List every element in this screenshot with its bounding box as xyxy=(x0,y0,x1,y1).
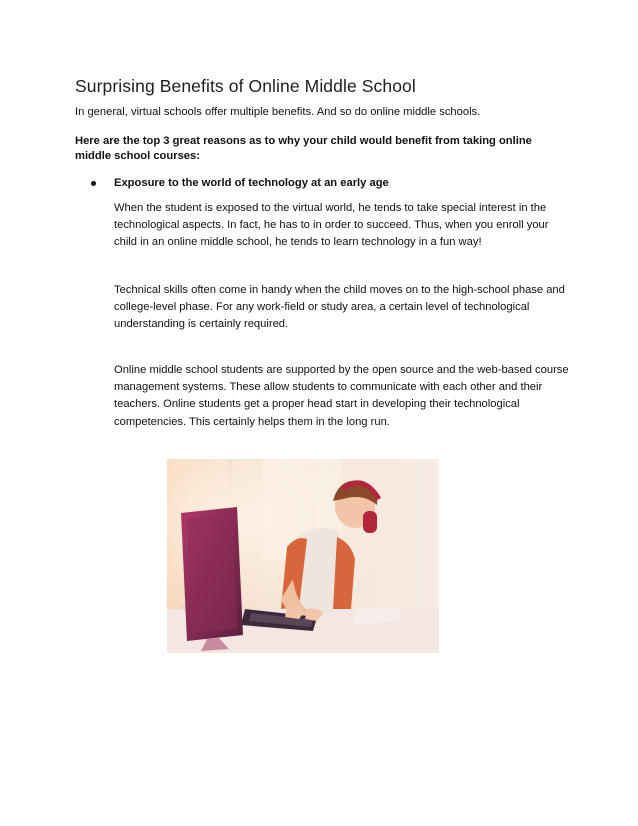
body-paragraph-3: Online middle school students are supported by the open source and the web-based course management systems. These allow students to communicate with each other and their teachers. Online students get a proper head start in developing their technological competencies. This certainly helps them in the long run. xyxy=(114,364,569,428)
bullet-dot-icon xyxy=(91,181,96,186)
body-paragraph-2: Technical skills often come in handy when the child moves on to the high-school phase and college-level phase. For any work-field or study area, a certain level of technological understanding is certainly required. xyxy=(114,284,565,331)
bullet-label: Exposure to the world of technology at an early age xyxy=(114,177,389,189)
photo-boy-at-computer xyxy=(167,459,439,653)
bullet-item xyxy=(91,176,571,191)
intro-paragraph: In general, virtual schools offer multiple benefits. And so do online middle schools. xyxy=(75,106,481,118)
body-paragraph-1: When the student is exposed to the virtual world, he tends to take special interest in the technological aspects. In fact, he has to in order to succeed. Thus, when you enroll your child in an online middle school, he tends to learn technology in a fun way! xyxy=(114,202,549,249)
page-title: Surprising Benefits of Online Middle School xyxy=(75,76,416,96)
lead-paragraph: Here are the top 3 great reasons as to why your child would benefit from taking online middle school courses: xyxy=(75,135,532,162)
